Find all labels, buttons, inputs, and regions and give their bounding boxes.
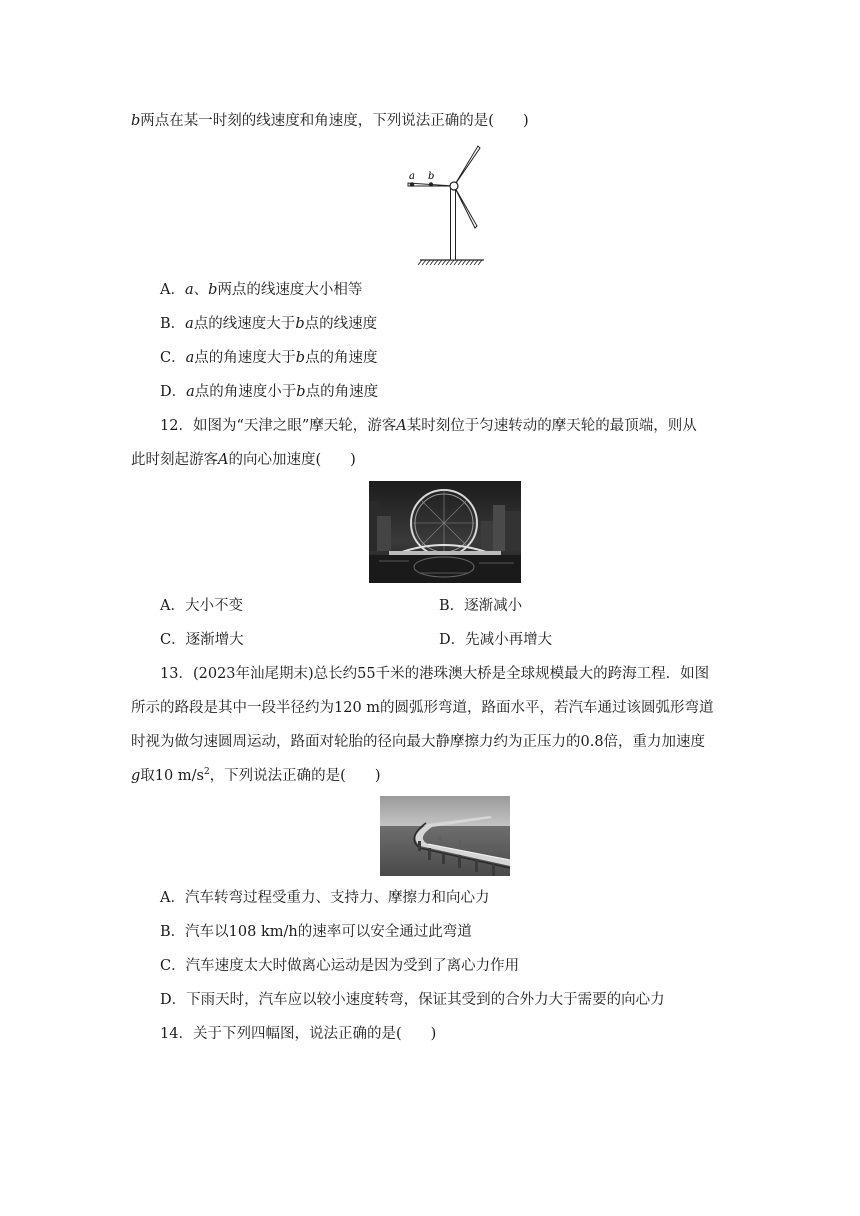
q13-option-b[interactable]: B．汽车以108 km/h的速率可以安全通过此弯道 <box>160 924 472 940</box>
q14-stem: 14．关于下列四幅图，说法正确的是( ) <box>160 1026 437 1042</box>
ferris-wheel-photo <box>369 481 521 583</box>
q12-option-a[interactable]: A．大小不变 <box>160 598 243 614</box>
q13-stem-line4: g取10 $m/s^2$，下列说法正确的是( ) <box>131 767 381 784</box>
q11-option-d[interactable]: D．a点的角速度小于b点的角速度 <box>160 384 379 400</box>
q12-option-d[interactable]: D．先减小再增大 <box>439 632 553 648</box>
q13-option-a[interactable]: A．汽车转弯过程受重力、支持力、摩擦力和向心力 <box>160 890 490 906</box>
q13-stem-line2: 所示的路段是其中一段半径约为120 m的圆弧形弯道，路面水平，若汽车通过该圆弧形弯道 <box>131 700 714 716</box>
q12-stem-line2: 此时刻起游客A的向心加速度( ) <box>131 452 356 468</box>
q11-option-b[interactable]: B．a点的线速度大于b点的线速度 <box>160 316 378 332</box>
q13-stem-line3: 时视为做匀速圆周运动，路面对轮胎的径向最大静摩擦力约为正压力的0.8倍，重力加速度 <box>131 734 706 750</box>
bridge-photo <box>380 796 510 876</box>
q11-stem-line <box>131 111 529 131</box>
label-b: b <box>428 171 435 182</box>
q12-stem-line1: 12．如图为“天津之眼”摩天轮，游客A某时刻位于匀速转动的摩天轮的最顶端，则从 <box>160 418 697 434</box>
q12-option-b[interactable]: B．逐渐减小 <box>439 598 523 614</box>
q11-stem-text: 两点在某一时刻的线速度和角速度，下列说法正确的是( ) <box>140 113 529 129</box>
q13-option-c[interactable]: C．汽车速度太大时做离心运动是因为受到了离心力作用 <box>160 958 520 974</box>
q11-option-a[interactable]: A．a、b两点的线速度大小相等 <box>160 282 363 298</box>
var-b: b <box>131 113 141 129</box>
q12-option-c[interactable]: C．逐渐增大 <box>160 632 244 648</box>
q11-option-c[interactable]: C．a点的角速度大于b点的角速度 <box>160 350 378 366</box>
q13-stem-line1: 13．(2023年汕尾期末)总长约55千米的港珠澳大桥是全球规模最大的跨海工程．如图 <box>160 666 710 682</box>
q13-option-d[interactable]: D．下雨天时，汽车应以较小速度转弯，保证其受到的合外力大于需要的向心力 <box>160 992 665 1008</box>
label-a: a <box>409 171 415 182</box>
wind-turbine-figure <box>400 142 492 266</box>
